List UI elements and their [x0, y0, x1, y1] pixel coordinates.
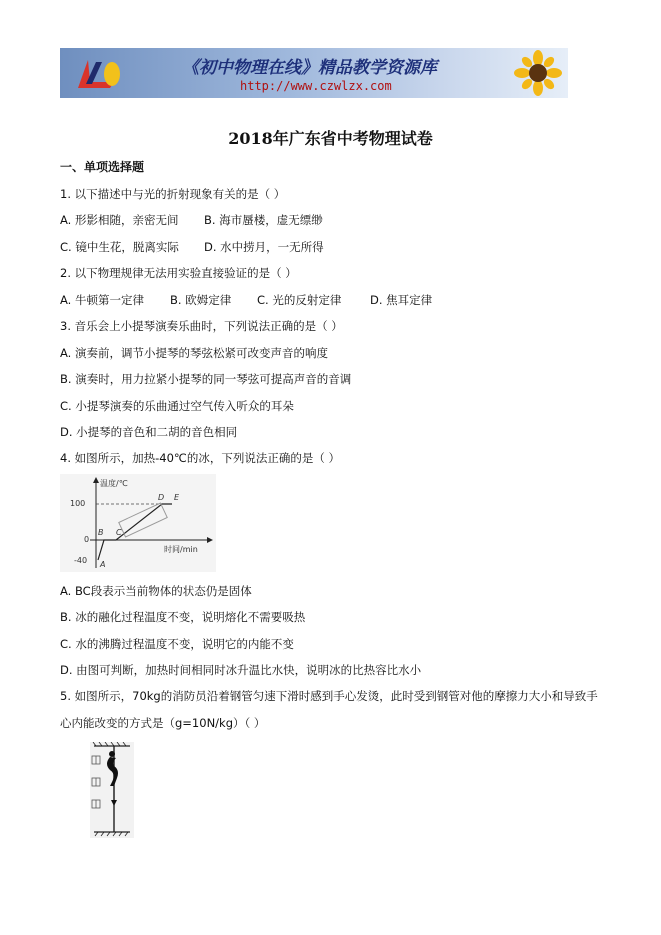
question-3-stem: 3. 音乐会上小提琴演奏乐曲时，下列说法正确的是（ ） — [60, 319, 343, 333]
graph-y-tick-100: 100 — [70, 499, 86, 508]
page-title: 2018年广东省中考物理试卷 — [228, 129, 433, 148]
q1-option-d: D. 水中捞月，一无所得 — [204, 240, 324, 254]
graph-y-tick-0: 0 — [84, 535, 90, 544]
q2-option-a: A. 牛顿第一定律 — [60, 293, 144, 307]
q3-option-c: C. 小提琴演奏的乐曲通过空气传入听众的耳朵 — [60, 399, 294, 413]
graph-point-e: E — [174, 493, 180, 502]
temperature-time-graph — [60, 474, 216, 572]
graph-x-label: 时间/min — [164, 545, 198, 554]
q2-option-c: C. 光的反射定律 — [257, 293, 342, 307]
q3-option-b: B. 演奏时，用力拉紧小提琴的同一琴弦可提高声音的音调 — [60, 372, 352, 386]
firefighter-pole-figure — [90, 742, 134, 838]
graph-point-c: C — [116, 528, 122, 537]
q4-option-b: B. 冰的融化过程温度不变，说明熔化不需要吸热 — [60, 610, 306, 624]
banner-title: 《初中物理在线》精品教学资源库 — [182, 58, 437, 78]
q1-option-c: C. 镜中生花，脱离实际 — [60, 240, 179, 254]
graph-point-d: D — [158, 493, 165, 502]
q2-option-d: D. 焦耳定律 — [370, 293, 433, 307]
question-5-stem-line1: 5. 如图所示，70kg的消防员沿着钢管匀速下滑时感到手心发烫，此时受到钢管对他的摩擦力大小和导致手 — [60, 689, 598, 703]
banner-url: http://www.czwlzx.com — [240, 79, 392, 93]
graph-y-label: 温度/℃ — [100, 479, 128, 488]
q4-option-a: A. BC段表示当前物体的状态仍是固体 — [60, 584, 252, 598]
q4-option-c: C. 水的沸腾过程温度不变，说明它的内能不变 — [60, 637, 294, 651]
section-heading: 一、单项选择题 — [60, 160, 145, 174]
sunflower-icon — [510, 50, 566, 96]
q1-option-a: A. 形影相随，亲密无间 — [60, 213, 179, 227]
q2-option-b: B. 欧姆定律 — [170, 293, 232, 307]
question-4-stem: 4. 如图所示，加热-40℃的冰，下列说法正确的是（ ） — [60, 451, 340, 465]
q3-option-d: D. 小提琴的音色和二胡的音色相同 — [60, 425, 238, 439]
site-logo-icon — [70, 54, 130, 94]
question-5-stem-line2: 心内能改变的方式是（g=10N/kg）（ ） — [60, 716, 266, 730]
q1-option-b: B. 海市蜃楼，虚无缥缈 — [204, 213, 323, 227]
header-banner — [60, 48, 568, 98]
graph-point-b: B — [98, 528, 104, 537]
question-2-stem: 2. 以下物理规律无法用实验直接验证的是（ ） — [60, 266, 297, 280]
q4-option-d: D. 由图可判断，加热时间相同时冰升温比水快，说明冰的比热容比水小 — [60, 663, 422, 677]
q3-option-a: A. 演奏前，调节小提琴的琴弦松紧可改变声音的响度 — [60, 346, 328, 360]
graph-point-a: A — [100, 560, 106, 569]
question-1-stem: 1. 以下描述中与光的折射现象有关的是（ ） — [60, 187, 286, 201]
graph-y-tick-neg40: -40 — [74, 556, 88, 565]
